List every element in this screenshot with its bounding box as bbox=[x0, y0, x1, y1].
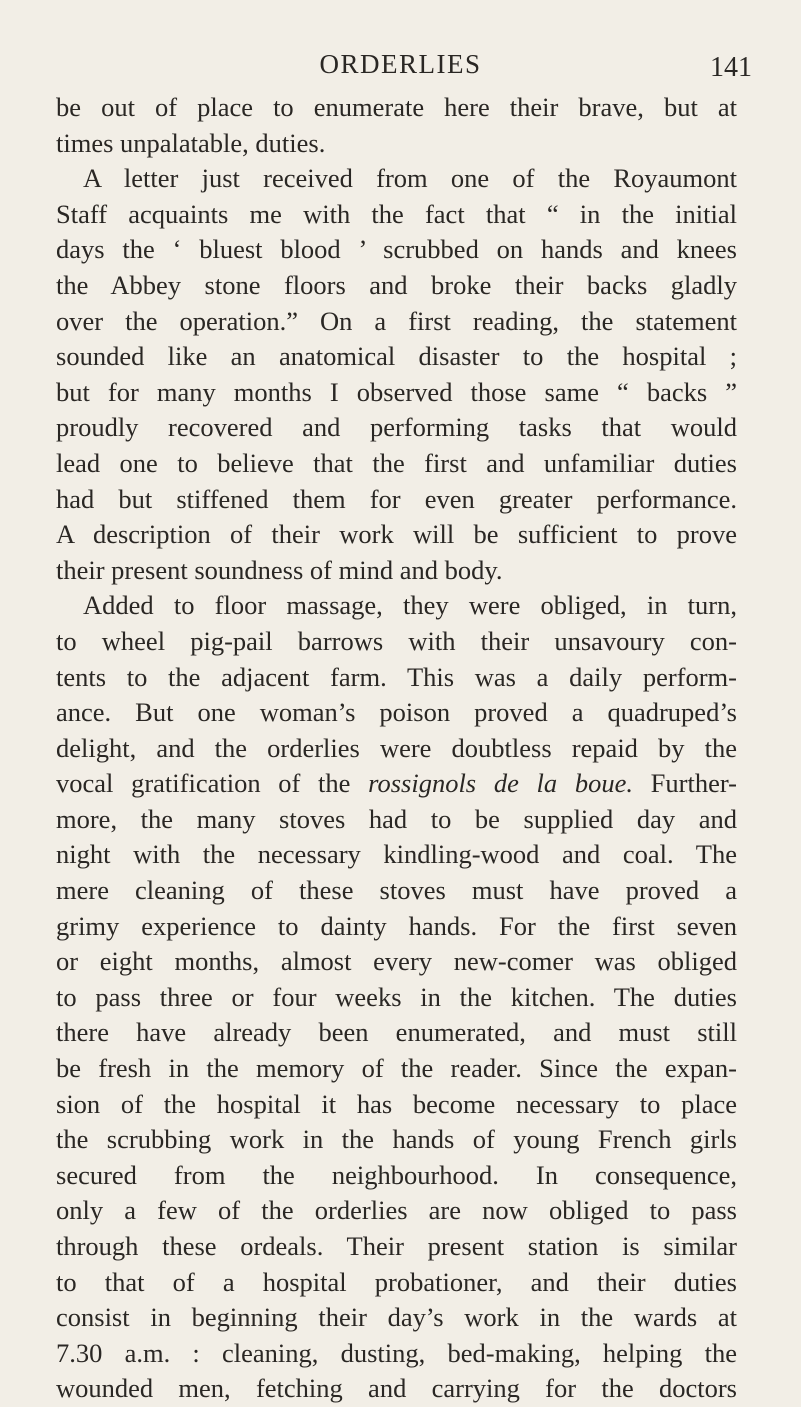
text-segment: vocal gratification of the bbox=[56, 768, 369, 799]
italic-phrase: rossignols de la boue. bbox=[368, 768, 633, 799]
text-line: wounded men, fetching and carrying for the doctors bbox=[56, 1373, 737, 1404]
text-line: the scrubbing work in the hands of young French girls bbox=[56, 1124, 737, 1155]
text-line: consist in beginning their day’s work in the wards at bbox=[56, 1302, 737, 1333]
chapter-title: ORDERLIES bbox=[319, 49, 482, 79]
text-line: only a few of the orderlies are now obliged to pass bbox=[56, 1195, 737, 1226]
text-line: sounded like an anatomical disaster to the hospital ; bbox=[56, 341, 737, 372]
text-line: Staff acquaints me with the fact that “ in the initial bbox=[56, 198, 737, 229]
text-line: the Abbey stone floors and broke their backs gladly bbox=[56, 269, 737, 300]
text-line: A description of their work will be sufficient to prove bbox=[56, 519, 737, 550]
text-line: days the ‘ bluest blood ’ scrubbed on hands and knees bbox=[56, 234, 737, 265]
text-line: had but stiffened them for even greater performance. bbox=[56, 483, 737, 514]
text-line: grimy experience to dainty hands. For the first seven bbox=[56, 910, 737, 941]
text-line: but for many months I observed those same “ backs ” bbox=[56, 376, 737, 407]
text-segment: Further- bbox=[632, 768, 737, 799]
text-line: to that of a hospital probationer, and their duties bbox=[56, 1266, 737, 1297]
text-line: secured from the neighbourhood. In consequence, bbox=[56, 1159, 737, 1190]
running-head bbox=[0, 47, 801, 87]
text-line-with-italic bbox=[56, 766, 737, 802]
text-line: sion of the hospital it has become necessary to place bbox=[56, 1088, 737, 1119]
text-line: or eight months, almost every new-comer was obliged bbox=[56, 946, 737, 977]
text-line: be out of place to enumerate here their brave, but at bbox=[56, 92, 737, 122]
text-line: ance. But one woman’s poison proved a quadruped’s bbox=[56, 697, 737, 728]
text-line: 7.30 a.m. : cleaning, dusting, bed-making, helping the bbox=[56, 1337, 737, 1368]
text-line: mere cleaning of these stoves must have proved a bbox=[56, 875, 737, 906]
text-line: Added to floor massage, they were obliged, in turn, bbox=[83, 590, 737, 621]
text-line: there have already been enumerated, and must still bbox=[56, 1017, 737, 1048]
text-line: lead one to believe that the first and unfamiliar duties bbox=[56, 447, 737, 478]
text-line: tents to the adjacent farm. This was a daily perform- bbox=[56, 661, 737, 692]
text-line: delight, and the orderlies were doubtless repaid by the bbox=[56, 732, 737, 763]
text-line: over the operation.” On a first reading, the statement bbox=[56, 305, 737, 336]
text-line: to pass three or four weeks in the kitchen. The duties bbox=[56, 981, 737, 1012]
text-line: to wheel pig-pail barrows with their unsavoury con- bbox=[56, 625, 737, 656]
text-line: their present soundness of mind and body. bbox=[56, 554, 503, 585]
text-line: proudly recovered and performing tasks that would bbox=[56, 412, 737, 443]
page-number: 141 bbox=[710, 52, 752, 83]
text-line: more, the many stoves had to be supplied day and bbox=[56, 803, 737, 834]
text-line: A letter just received from one of the Royaumont bbox=[83, 163, 737, 194]
text-line: night with the necessary kindling-wood and coal. The bbox=[56, 839, 737, 870]
text-line: times unpalatable, duties. bbox=[56, 127, 326, 158]
text-line: through these ordeals. Their present station is similar bbox=[56, 1231, 737, 1261]
body-text bbox=[56, 90, 737, 1407]
text-line: be fresh in the memory of the reader. Since the expan- bbox=[56, 1053, 737, 1084]
